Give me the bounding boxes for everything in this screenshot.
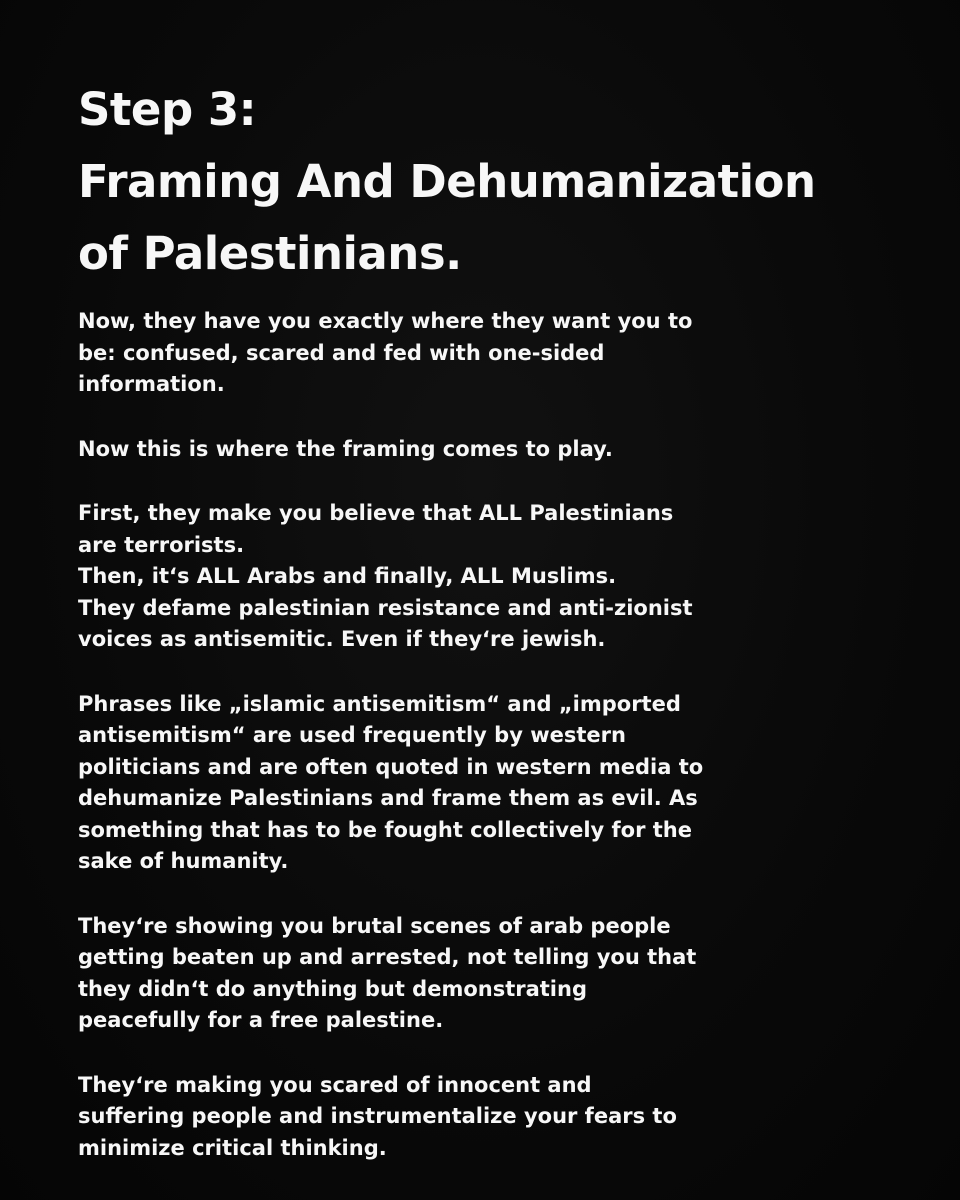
paragraph-line: suffering people and instrumentalize your fears to xyxy=(78,1104,677,1128)
paragraph-line: getting beaten up and arrested, not telling you that xyxy=(78,945,697,969)
title-line-1: Step 3: xyxy=(78,83,257,136)
paragraph-line: Now, they have you exactly where they want you to xyxy=(78,309,693,333)
paragraph-1 xyxy=(78,306,918,401)
paragraph-4 xyxy=(78,689,918,878)
paragraph-line: something that has to be fought collectively for the xyxy=(78,817,692,842)
paragraph-line: minimize critical thinking. xyxy=(78,1135,387,1160)
paragraph-line: be: confused, scared and fed with one-sided xyxy=(78,340,605,365)
paragraph-line: They defame palestinian resistance and anti-zionist xyxy=(78,595,693,620)
page-title xyxy=(78,74,918,290)
title-line-2: Framing And Dehumanization xyxy=(78,155,816,208)
paragraph-line: information. xyxy=(78,372,225,396)
paragraph-3 xyxy=(78,498,918,656)
paragraph-line: they didn‘t do anything but demonstrating xyxy=(78,976,587,1001)
paragraph-line: sake of humanity. xyxy=(78,849,289,873)
paragraph-line: First, they make you believe that ALL Palestinians xyxy=(78,501,674,525)
paragraph-line: Now this is where the framing comes to play. xyxy=(78,436,613,461)
paragraph-line: peacefully for a free palestine. xyxy=(78,1008,444,1032)
paragraph-line: dehumanize Palestinians and frame them as evil. As xyxy=(78,786,698,810)
paragraph-line: Then, it‘s ALL Arabs and finally, ALL Muslims. xyxy=(78,564,617,588)
paragraph-5 xyxy=(78,911,918,1037)
paragraph-line: antisemitism“ are used frequently by western xyxy=(78,723,626,747)
paragraph-2 xyxy=(78,434,918,466)
paragraph-line: are terrorists. xyxy=(78,532,245,557)
title-line-3: of Palestinians. xyxy=(78,227,462,280)
post-content xyxy=(78,74,918,1197)
paragraph-line: voices as antisemitic. Even if they‘re jewish. xyxy=(78,627,606,651)
paragraph-line: Phrases like „islamic antisemitism“ and „imported xyxy=(78,691,681,716)
paragraph-6 xyxy=(78,1070,918,1165)
paragraph-line: They‘re showing you brutal scenes of arab people xyxy=(78,913,671,938)
paragraph-line: politicians and are often quoted in western media to xyxy=(78,754,704,779)
paragraph-line: They‘re making you scared of innocent and xyxy=(78,1072,592,1097)
